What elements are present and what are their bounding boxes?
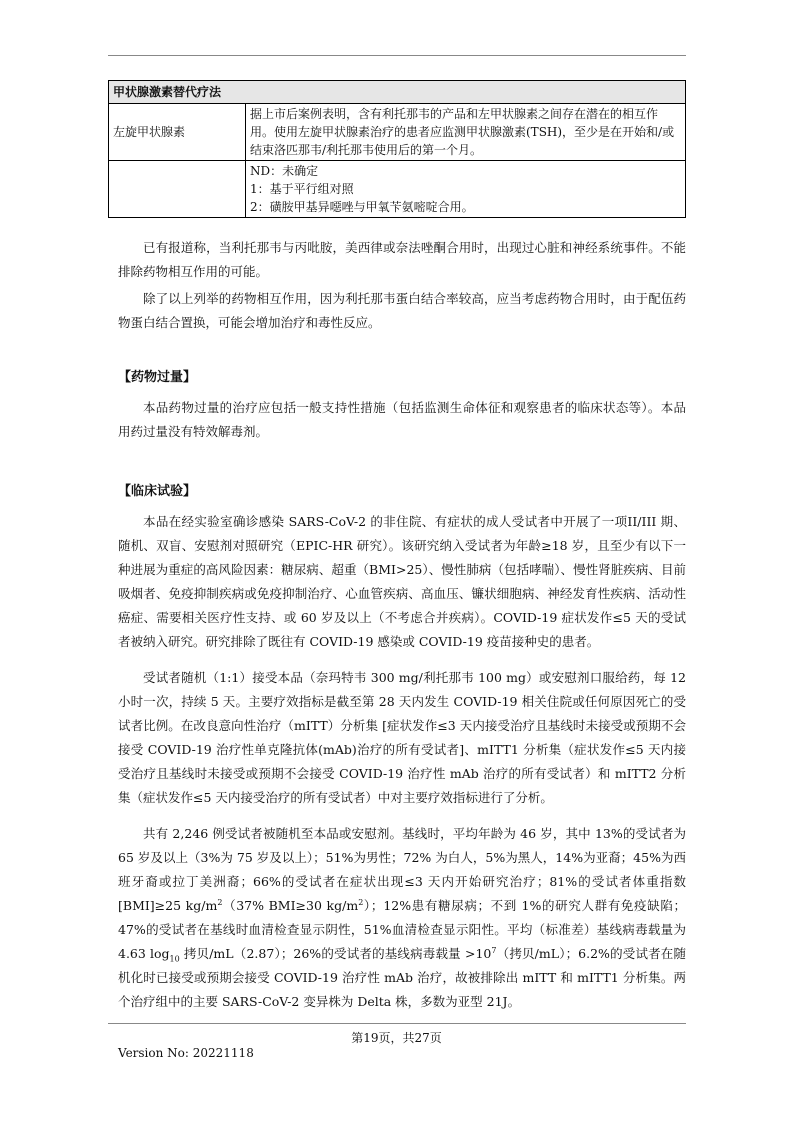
page-number: 第19页，共27页 bbox=[351, 1031, 442, 1045]
text-run: 共有 2,246 例受试者被随机至本品或安慰剂。基线时，平均年龄为 46 岁，其中 13%的受试者为 65 岁及以上（3%为 75 岁及以上）；51%为男性；72% 为白人，5%为黑人，14%为亚裔；45%为西班牙裔或拉丁美洲裔；66%的受试者在症状出现≤3 天内开始研究治疗；81%的受试者体重指数[BMI]≥25 kg/m bbox=[118, 826, 686, 913]
overdose-paragraph: 本品药物过量的治疗应包括一般支持性措施（包括监测生命体征和观察患者的临床状态等）。本品用药过量没有特效解毒剂。 bbox=[118, 400, 686, 439]
text-run: （拷贝/mL）；6.2%的受试者在随机化时已接受或预期会接受 COVID-19 治疗性 mAb 治疗，故被排除出 mITT 和 mITT1 分析集。两个治疗组中的主要 SARS-CoV-2 变异株为 Delta 株，多数为亚型 21J。 bbox=[118, 946, 686, 1009]
clinical-paragraph-3 bbox=[118, 822, 686, 1014]
clinical-paragraph-2: 受试者随机（1:1）接受本品（奈玛特韦 300 mg/利托那韦 100 mg）或安慰剂口服给药，每 12 小时一次，持续 5 天。主要疗效指标是截至第 28 天内发生 COVID-19 相关住院或任何原因死亡的受试者比例。在改良意向性治疗（mITT）分析集 [症状发作≤3 天内接受治疗且基线时未接受或预期不会接受 COVID-19 治疗性单克隆抗体(mAb)治疗的所有受试者]、mITT1 分析集（症状发作≤5 天内接受治疗且基线时未接受或预期不会接受 COVID-19 治疗性 mAb 治疗的所有受试者）和 mITT2 分析集（症状发作≤5 天内接受治疗的所有受试者）中对主要疗效指标进行了分析。 bbox=[118, 670, 686, 805]
text-run: 拷贝/mL（2.87）；26%的受试者的基线病毒载量 >10 bbox=[179, 946, 492, 961]
table-row bbox=[109, 104, 686, 161]
interaction-paragraph-1: 已有报道称，当利托那韦与丙吡胺，美西律或奈法唑酮合用时，出现过心脏和神经系统事件。不能排除药物相互作用的可能。 bbox=[118, 240, 686, 279]
clinical-trial-heading: 【临床试验】 bbox=[118, 484, 197, 499]
legend-item: ND：未确定 bbox=[250, 164, 319, 178]
text-run: （37% BMI≥30 kg/m bbox=[222, 898, 359, 913]
legend-item: 1：基于平行组对照 bbox=[250, 182, 354, 196]
subscript: 10 bbox=[169, 954, 180, 964]
interaction-paragraph-2: 除了以上列举的药物相互作用，因为利托那韦蛋白结合率较高，应当考虑药物合用时，由于配伍药物蛋白结合置换，可能会增加治疗和毒性反应。 bbox=[118, 291, 686, 330]
superscript: 7 bbox=[491, 945, 497, 955]
superscript: 2 bbox=[217, 897, 223, 907]
version-number: Version No: 20221118 bbox=[118, 1046, 254, 1060]
superscript: 2 bbox=[358, 897, 364, 907]
footer-rule bbox=[108, 1023, 686, 1024]
interaction-note-cell: 据上市后案例表明，含有利托那韦的产品和左甲状腺素之间存在潜在的相互作用。使用左旋甲状腺素治疗的患者应监测甲状腺激素(TSH)，至少是在开始和/或结束洛匹那韦/利托那韦使用后的第一个月。 bbox=[246, 104, 686, 161]
empty-cell bbox=[109, 161, 246, 218]
legend-item: 2：磺胺甲基异噁唑与甲氧苄氨嘧啶合用。 bbox=[250, 200, 474, 214]
table-row bbox=[109, 161, 686, 218]
drug-name-cell: 左旋甲状腺素 bbox=[109, 104, 246, 161]
table-legend-cell bbox=[246, 161, 686, 218]
header-rule bbox=[108, 55, 686, 56]
text-run: ）；12%患有糖尿病；不到 1%的研究人群有免疫缺陷；47%的受试者在基线时血清检查显示阴性，51%血清检查显示阳性。平均（标准差）基线病毒载量为 4.63 log bbox=[118, 898, 686, 961]
drug-interaction-table bbox=[108, 80, 686, 218]
table-section-title: 甲状腺激素替代疗法 bbox=[109, 81, 686, 104]
overdose-heading: 【药物过量】 bbox=[118, 370, 197, 385]
clinical-paragraph-1: 本品在经实验室确诊感染 SARS-CoV-2 的非住院、有症状的成人受试者中开展了一项II/III 期、随机、双盲、安慰剂对照研究（EPIC-HR 研究）。该研究纳入受试者为年龄≥18 岁，且至少有以下一种进展为重症的高风险因素：糖尿病、超重（BMI>25）、慢性肺病（包括哮喘）、慢性肾脏疾病、目前吸烟者、免疫抑制疾病或免疫抑制治疗、心血管疾病、高血压、镰状细胞病、神经发育性疾病、活动性癌症、需要相关医疗性支持、或 60 岁及以上（不考虑合并疾病）。COVID-19 症状发作≤5 天的受试者被纳入研究。研究排除了既往有 COVID-19 感染或 COVID-19 疫苗接种史的患者。 bbox=[118, 514, 686, 649]
table-row bbox=[109, 81, 686, 104]
